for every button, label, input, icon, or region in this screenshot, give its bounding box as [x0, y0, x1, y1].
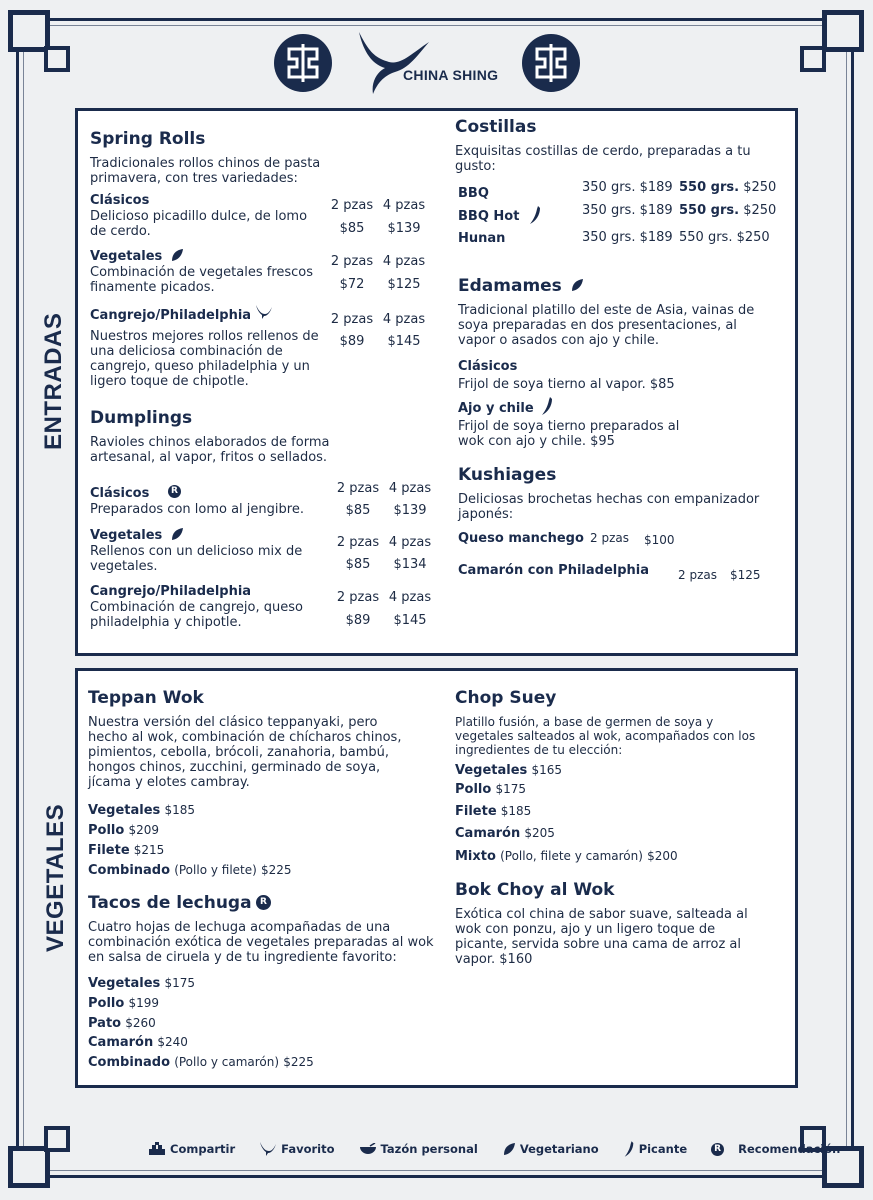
tacos-item-note: (Pollo y camarón)	[174, 1055, 280, 1069]
chopsuey-desc: Platillo fusión, a base de germen de soya y vegetales salteados al wok, acompañados con los ingredientes de tu elección:	[455, 715, 756, 757]
swallow-favorite-icon	[255, 304, 273, 320]
corner-ornament-tr-small	[800, 46, 826, 72]
tacos-item-price: $225	[283, 1055, 314, 1069]
kushiage-price: $125	[730, 568, 761, 582]
corner-ornament-tr	[822, 10, 864, 52]
dumpling-name: Cangrejo/Philadelphia	[90, 584, 252, 599]
costilla-price-large: $250	[743, 203, 777, 218]
chopsuey-item-price: $200	[647, 849, 678, 863]
edamame-desc: Frijol de soya tierno al vapor. $85	[458, 377, 675, 392]
bokchoy-desc: Exótica col china de sabor suave, salteada al wok con ponzu, ajo y un ligero toque de picante, servida sobre una cama de arroz al vapor. $160	[455, 907, 748, 967]
costilla-price-large: $250	[743, 180, 777, 195]
teppan-item-price: $225	[260, 863, 292, 877]
chopsuey-item-name: Pollo	[455, 782, 492, 797]
qty-label: 4 pzas	[382, 198, 426, 213]
price: $85	[339, 221, 365, 236]
medallion-icon-right	[520, 32, 582, 94]
chopsuey-item-price: $165	[531, 763, 562, 777]
teppan-item-name: Vegetales	[88, 803, 161, 818]
qty-label: 2 pzas	[330, 198, 374, 213]
costillas-desc: Exquisitas costillas de cerdo, preparadas a tu gusto:	[455, 144, 751, 174]
chili-icon	[623, 1140, 635, 1158]
spring-roll-desc: Combinación de vegetales frescos finamente picados.	[90, 265, 314, 295]
tacos-item-price: $175	[164, 976, 195, 990]
qty-label: 4 pzas	[382, 312, 426, 327]
chopsuey-item-name: Camarón	[455, 826, 521, 841]
kushiage-name: Queso manchego	[458, 531, 584, 546]
dumpling-desc: Preparados con lomo al jengibre.	[90, 502, 304, 517]
spring-roll-name: Cangrejo/Philadelphia	[90, 308, 252, 323]
share-icon	[148, 1142, 166, 1156]
tacos-item-name: Vegetales	[88, 976, 161, 991]
price: $134	[393, 557, 427, 572]
costillas-title: Costillas	[455, 117, 537, 137]
price: $125	[387, 277, 421, 292]
spring-roll-desc: Nuestros mejores rollos rellenos de una deliciosa combinación de cangrejo, queso philadelphia y un ligero toque de chipotle.	[90, 329, 319, 389]
bowl-icon	[359, 1143, 377, 1155]
qty-label: 4 pzas	[382, 254, 426, 269]
tacos-item-name: Pollo	[88, 996, 125, 1011]
leaf-icon	[170, 527, 184, 541]
dumpling-name: Clásicos	[90, 486, 150, 501]
icon-legend	[148, 1140, 860, 1158]
price: $85	[345, 503, 371, 518]
kushiage-qty: 2 pzas	[590, 531, 629, 545]
teppan-item-name: Filete	[88, 843, 130, 858]
qty-label: 2 pzas	[330, 254, 374, 269]
kushiage-name: Camarón con Philadelphia	[458, 563, 650, 578]
kushiage-price: $100	[644, 533, 675, 547]
tacos-item-price: $260	[125, 1016, 156, 1030]
qty-label: 2 pzas	[330, 312, 374, 327]
qty-label: 4 pzas	[388, 590, 432, 605]
price: $72	[339, 277, 365, 292]
costilla-size-large: 550 grs.	[679, 203, 740, 218]
tacos-item-price: $199	[128, 996, 159, 1010]
dumpling-desc: Rellenos con un delicioso mix de vegetales.	[90, 544, 303, 574]
spring-roll-name: Clásicos	[90, 193, 150, 208]
costilla-price-small: 350 grs. $189	[582, 180, 673, 195]
costilla-name: BBQ	[458, 186, 489, 201]
kushiages-title: Kushiages	[458, 465, 557, 485]
corner-ornament-bl	[8, 1146, 50, 1188]
chopsuey-item-name: Vegetales	[455, 763, 528, 778]
price: $85	[345, 557, 371, 572]
price: $89	[345, 613, 371, 628]
chopsuey-item-price: $185	[500, 804, 532, 818]
edamame-desc: Frijol de soya tierno preparados al wok con ajo y chile. $95	[458, 419, 680, 449]
spring-rolls-desc: Tradicionales rollos chinos de pasta primavera, con tres variedades:	[90, 156, 321, 186]
teppan-item-name: Combinado	[88, 863, 171, 878]
section-label-vegetales: VEGETALES	[42, 803, 69, 952]
costilla-size-large: 550 grs.	[679, 230, 733, 245]
tacos-item-name: Camarón	[88, 1035, 154, 1050]
chopsuey-item-name: Mixto	[455, 849, 496, 864]
costilla-price-large: $250	[736, 230, 770, 245]
costilla-price-small: 350 grs. $189	[582, 230, 673, 245]
leaf-icon	[170, 248, 184, 262]
price: $145	[393, 613, 427, 628]
price: $139	[393, 503, 427, 518]
teppan-item-price: $215	[133, 843, 165, 857]
dumplings-title: Dumplings	[90, 408, 193, 428]
edamames-desc: Tradicional platillo del este de Asia, vainas de soya preparadas en dos presentaciones, al vapor o asados con ajo y chile.	[458, 303, 755, 348]
tacos-title: Tacos de lechuga	[88, 893, 252, 913]
price: $145	[387, 334, 421, 349]
chopsuey-title: Chop Suey	[455, 688, 557, 708]
teppan-item-price: $209	[128, 823, 159, 837]
dumpling-desc: Combinación de cangrejo, queso philadelphia y chipotle.	[90, 600, 303, 630]
edamame-name: Ajo y chile	[458, 401, 534, 416]
tacos-item-name: Pato	[88, 1016, 122, 1031]
legend-tazon: Tazón personal	[380, 1141, 478, 1156]
section-label-entradas: ENTRADAS	[40, 312, 67, 450]
qty-label: 2 pzas	[336, 590, 380, 605]
qty-label: 2 pzas	[336, 535, 380, 550]
edamames-title: Edamames	[458, 276, 562, 296]
chopsuey-item-price: $175	[495, 782, 526, 796]
legend-recomendacion: Recomendación	[738, 1141, 841, 1156]
tacos-item-name: Combinado	[88, 1055, 171, 1070]
qty-label: 2 pzas	[336, 481, 380, 496]
chopsuey-item-price: $205	[524, 826, 555, 840]
bokchoy-title: Bok Choy al Wok	[455, 880, 615, 900]
leaf-icon	[502, 1142, 516, 1156]
teppan-item-name: Pollo	[88, 823, 125, 838]
chopsuey-item-name: Filete	[455, 804, 497, 819]
teppan-item-price: $185	[164, 803, 195, 817]
corner-ornament-bl-small	[44, 1126, 70, 1152]
costilla-size-large: 550 grs.	[679, 180, 740, 195]
leaf-icon	[570, 278, 584, 292]
teppan-title: Teppan Wok	[88, 688, 204, 708]
qty-label: 4 pzas	[388, 535, 432, 550]
qty-label: 4 pzas	[388, 481, 432, 496]
spring-rolls-title: Spring Rolls	[90, 129, 206, 149]
costilla-price-small: 350 grs. $189	[582, 203, 673, 218]
dumplings-desc: Ravioles chinos elaborados de forma artesanal, al vapor, fritos o sellados.	[90, 435, 330, 465]
chopsuey-item-note: (Pollo, filete y camarón)	[500, 849, 643, 863]
price: $89	[339, 334, 365, 349]
spring-roll-name: Vegetales	[90, 249, 163, 264]
medallion-icon-left	[272, 32, 334, 94]
recommendation-icon: R	[168, 485, 181, 498]
chili-icon	[528, 205, 542, 225]
recommendation-icon: R	[711, 1143, 724, 1156]
legend-favorito: Favorito	[281, 1141, 335, 1156]
swallow-logo-icon	[355, 28, 435, 98]
brand-name: CHINA SHING	[403, 67, 499, 83]
tacos-desc: Cuatro hojas de lechuga acompañadas de una combinación exótica de vegetales preparadas al wok en salsa de ciruela y de tu ingrediente favorito:	[88, 920, 434, 965]
recommendation-icon: R	[256, 895, 271, 910]
kushiage-qty: 2 pzas	[678, 568, 717, 582]
edamame-name: Clásicos	[458, 359, 518, 374]
spring-roll-desc: Delicioso picadillo dulce, de lomo de cerdo.	[90, 209, 308, 239]
teppan-item-note: (Pollo y filete)	[174, 863, 257, 877]
corner-ornament-tl-small	[44, 46, 70, 72]
tacos-item-price: $240	[157, 1035, 188, 1049]
legend-compartir: Compartir	[170, 1141, 236, 1156]
costilla-name: Hunan	[458, 231, 506, 246]
chili-icon	[540, 396, 554, 416]
kushiages-desc: Deliciosas brochetas hechas con empanizador japonés:	[458, 492, 760, 522]
teppan-desc: Nuestra versión del clásico teppanyaki, pero hecho al wok, combinación de chícharos chinos, pimientos, cebolla, brócoli, zanahoria, bambú, hongos chinos, zucchini, germinado de soya, jícama y elotes cambray.	[88, 715, 402, 790]
dumpling-name: Vegetales	[90, 528, 163, 543]
legend-vegetariano: Vegetariano	[519, 1141, 599, 1156]
costilla-name: BBQ Hot	[458, 209, 520, 224]
swallow-favorite-icon	[259, 1141, 277, 1157]
legend-picante: Picante	[638, 1141, 688, 1156]
price: $139	[387, 221, 421, 236]
